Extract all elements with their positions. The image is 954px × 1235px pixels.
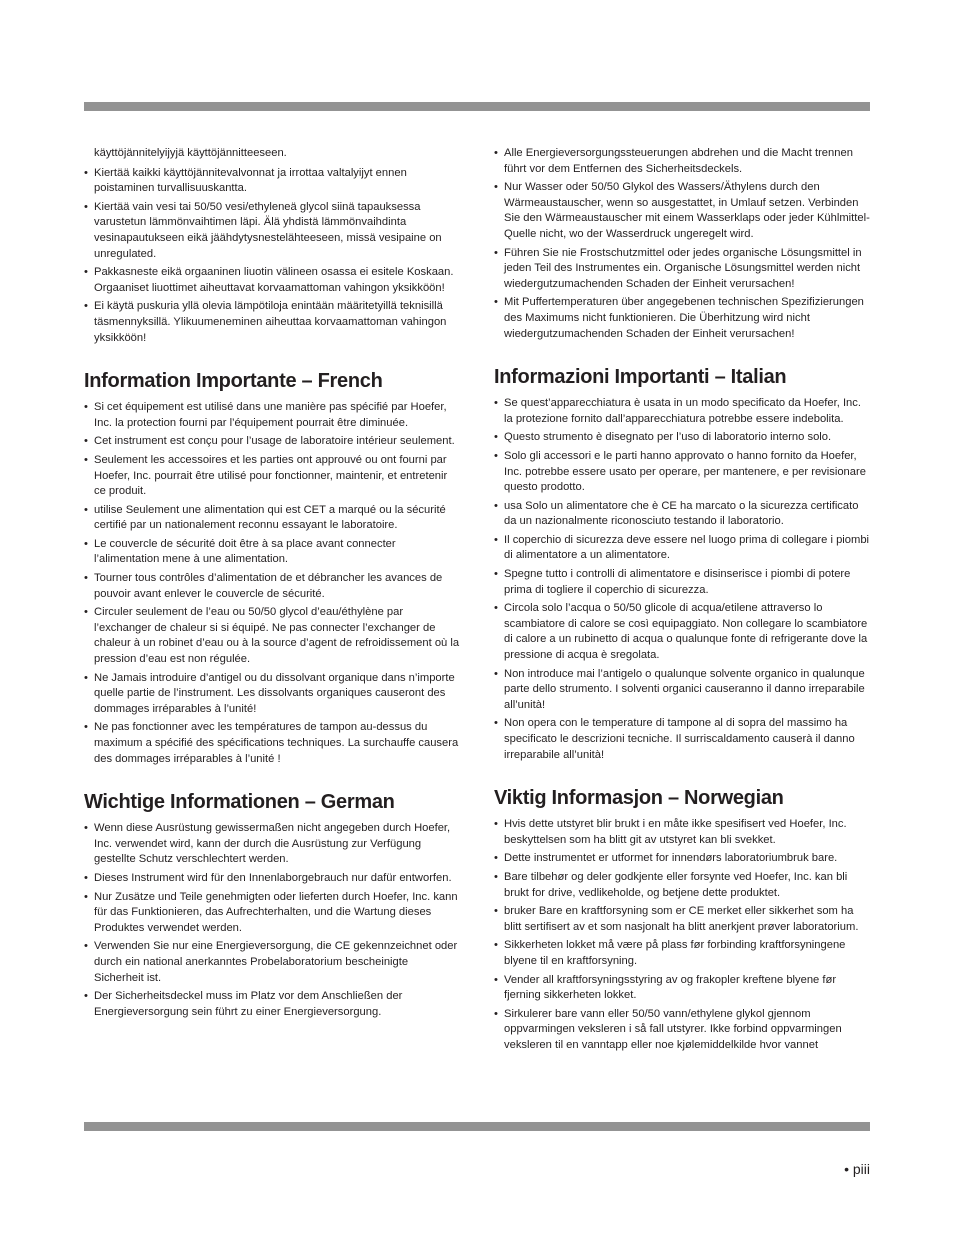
list-item: • Verwenden Sie nur eine Energieversorgung, die CE gekennzeichnet oder durch ein national anerkanntes Probelaboratorium bescheinigte Sicherheit ist. <box>84 939 460 986</box>
german-continued-list <box>494 146 870 342</box>
german-list <box>84 821 460 1020</box>
list-item: • Nur Wasser oder 50/50 Glykol des Wassers/Äthylens durch den Wärmeaustauscher, wenn so ausgestattet, in Umlauf setzen. Verbinden Sie den Wärmeaustauscher mit einem Wasserklaps oder jeder Kühlmittel-Quelle nicht, wo der Wasserdruck ungeregelt wird. <box>494 180 870 242</box>
list-item: • Tourner tous contrôles d’alimentation de et débrancher les avances de pouvoir avant enlever le couvercle de sécurité. <box>84 571 460 602</box>
list-item: • Non opera con le temperature di tampone al di sopra del massimo ha specificato le descrizioni tecniche. Il surriscaldamento causerà il danno irreparabile all’unità! <box>494 716 870 763</box>
list-item: • Sirkulerer bare vann eller 50/50 vann/ethylene glykol gjennom oppvarmingen veksleren i så fall utstyrer. Ikke forbind oppvarmingen veksleren til en vanntapp eller noe kjølemiddelkilde hvor vannet <box>494 1007 870 1054</box>
german-heading: Wichtige Informationen – German <box>84 791 395 814</box>
norwegian-heading: Viktig Informasjon – Norwegian <box>494 787 784 810</box>
continuation-text: käyttöjännitelyijyjä käyttöjännitteeseen. <box>94 147 287 159</box>
list-item: • Se quest’apparecchiatura è usata in un modo specificato da Hoefer, Inc. la protezione fornito dall’apparecchiatura potrebbe essere indebolita. <box>494 396 870 427</box>
list-item: • Dette instrumentet er utformet for innendørs laboratoriumbruk bare. <box>494 851 870 867</box>
list-item: • Dieses Instrument wird für den Innenlaborgebrauch nur dafür entworfen. <box>84 871 460 887</box>
italian-heading: Informazioni Importanti – Italian <box>494 366 787 389</box>
list-item: • Ei käytä puskuria yllä olevia lämpötiloja enintään määritetyillä teknisillä täsmennyksillä. Ylikuumeneminen aiheuttaa korvaamattoman vahingon yksikköön! <box>84 299 460 346</box>
italian-list <box>494 396 870 763</box>
list-item: • Kiertää kaikki käyttöjännitevalvonnat ja irrottaa valtalyijyt ennen poistaminen turvallisuuskantta. <box>84 166 460 197</box>
right-column <box>494 146 870 1057</box>
list-item: • Wenn diese Ausrüstung gewissermaßen nicht angegeben durch Hoefer, Inc. verwendet wird, kann der durch die Ausrüstung zur Verfügung gestellte Schutz verschlechtert werden. <box>84 821 460 868</box>
french-heading: Information Importante – French <box>84 370 383 393</box>
norwegian-list <box>494 817 870 1053</box>
bottom-rule <box>84 1122 870 1131</box>
finnish-list <box>84 166 460 347</box>
list-item: • Il coperchio di sicurezza deve essere nel luogo prima di collegare i piombi di alimentatore a un alimentatore. <box>494 533 870 564</box>
list-item: • bruker Bare en kraftforsyning som er CE merket eller sikkerhet som ha blitt sertifisert av et som nasjonalt ha blitt anerkjent prøver laboratorium. <box>494 904 870 935</box>
french-list <box>84 400 460 767</box>
list-item: • Questo strumento è disegnato per l’uso di laboratorio interno solo. <box>494 430 870 446</box>
list-item: • Führen Sie nie Frostschutzmittel oder jedes organische Lösungsmittel in jeden Teil des Instrumentes ein. Organische Lösungsmittel werden nicht wiedergutzumachenden Schaden der Einheit verursachen! <box>494 246 870 293</box>
list-item: • Der Sicherheitsdeckel muss im Platz vor dem Anschließen der Energieversorgung sein führt zu einer Energieversorgung. <box>84 989 460 1020</box>
list-item: • Sikkerheten lokket må være på plass før forbinding kraftforsyningene blyene til en kraftforsyning. <box>494 938 870 969</box>
list-item: • Solo gli accessori e le parti hanno approvato o hanno fornito da Hoefer, Inc. potrebbe essere usato per operare, per mantenere, e per revisionare questo prodotto. <box>494 449 870 496</box>
list-item: • Spegne tutto i controlli di alimentatore e disinserisce i piombi di potere prima di togliere il coperchio di sicurezza. <box>494 567 870 598</box>
list-item: • Si cet équipement est utilisé dans une manière pas spécifié par Hoefer, Inc. la protection fourni par l’équipement pourrait être diminuée. <box>84 400 460 431</box>
list-item: • usa Solo un alimentatore che è CE ha marcato o la sicurezza certificato da un nazionalmente riconosciuto testando il laboratorio. <box>494 499 870 530</box>
left-column <box>84 146 460 1023</box>
list-item: • Ne pas fonctionner avec les températures de tampon au-dessus du maximum a spécifié des spécifications techniques. La surchauffe causera des dommages irréparables à l’unité ! <box>84 720 460 767</box>
list-item: • Hvis dette utstyret blir brukt i en måte ikke spesifisert ved Hoefer, Inc. beskyttelsen som ha blitt git av utstyret kan bli svekket. <box>494 817 870 848</box>
list-item: • Cet instrument est conçu pour l’usage de laboratoire intérieur seulement. <box>84 434 460 450</box>
list-item: • Pakkasneste eikä orgaaninen liuotin välineen osassa ei esitele Koskaan. Orgaaniset liuottimet aiheuttavat korvaamattoman vahingon yksikköön! <box>84 265 460 296</box>
list-item: • utilise Seulement une alimentation qui est CET a marqué ou la sécurité certifié par un nationalement reconnu essayant le laboratoire. <box>84 503 460 534</box>
list-item: • Non introduce mai l’antigelo o qualunque solvente organico in qualunque parte dello strumento. I solventi organici causeranno il danno irreparabile all’unità! <box>494 667 870 714</box>
list-item: • Nur Zusätze und Teile genehmigten oder lieferten durch Hoefer, Inc. kann für das Funktionieren, das Aufrechterhalten, und die Wartung dieses Produktes verwendet werden. <box>84 890 460 937</box>
list-item: • Kiertää vain vesi tai 50/50 vesi/ethyleneä glycol siinä tapauksessa varustetun lämmönvaihtimen läpi. Älä yhdistä lämmönvaihdinta vesinapautukseen eikä jäähdytysnestelähteeseen, missä vesipaine on unregulated. <box>84 200 460 262</box>
list-item: • Circola solo l’acqua o 50/50 glicole di acqua/etilene attraverso lo scambiatore di calore se così equipaggiato. Non collegare lo scambiatore di calore a un rubinetto di acqua o qualunque fonte di refrigerante dove la pressione di acqua è sregolata. <box>494 601 870 663</box>
list-item: • Alle Energieversorgungssteuerungen abdrehen und die Macht trennen führt vor dem Entfernen des Sicherheitsdeckels. <box>494 146 870 177</box>
list-item: • Bare tilbehør og deler godkjente eller forsynte ved Hoefer, Inc. kan bli brukt for drive, vedlikeholde, og betjene dette produktet. <box>494 870 870 901</box>
list-item: • Mit Puffertemperaturen über angegebenen technischen Spezifizierungen des Maximums nicht funktionieren. Die Überhitzung wird nicht wiedergutzumachenden Schaden der Einheit verursachen! <box>494 295 870 342</box>
top-rule <box>84 102 870 111</box>
list-item: • Le couvercle de sécurité doit être à sa place avant connecter l’alimentation mene à une alimentation. <box>84 537 460 568</box>
list-item: • Seulement les accessoires et les parties ont approuvé ou ont fourni par Hoefer, Inc. pourrait être utilisé pour fonctionner, maintenir, et entretenir ce produit. <box>84 453 460 500</box>
list-item: • Circuler seulement de l’eau ou 50/50 glycol d’eau/éthylène par l’exchanger de chaleur si si équipé. Ne pas connecter l’exchanger de chaleur à un robinet d’eau ou à la source d’agent de refroidissement où la pression d’eau est non régulée. <box>84 605 460 667</box>
list-item: • Ne Jamais introduire d’antigel ou du dissolvant organique dans n’importe quelle partie de l’instrument. Les dissolvants organiques causeront des dommages irréparables à l’unité! <box>84 671 460 718</box>
list-item: • Vender all kraftforsyningsstyring av og frakopler kreftene blyene før fjerning sikkerheten lokket. <box>494 973 870 1004</box>
page-number: • piii <box>844 1161 870 1177</box>
